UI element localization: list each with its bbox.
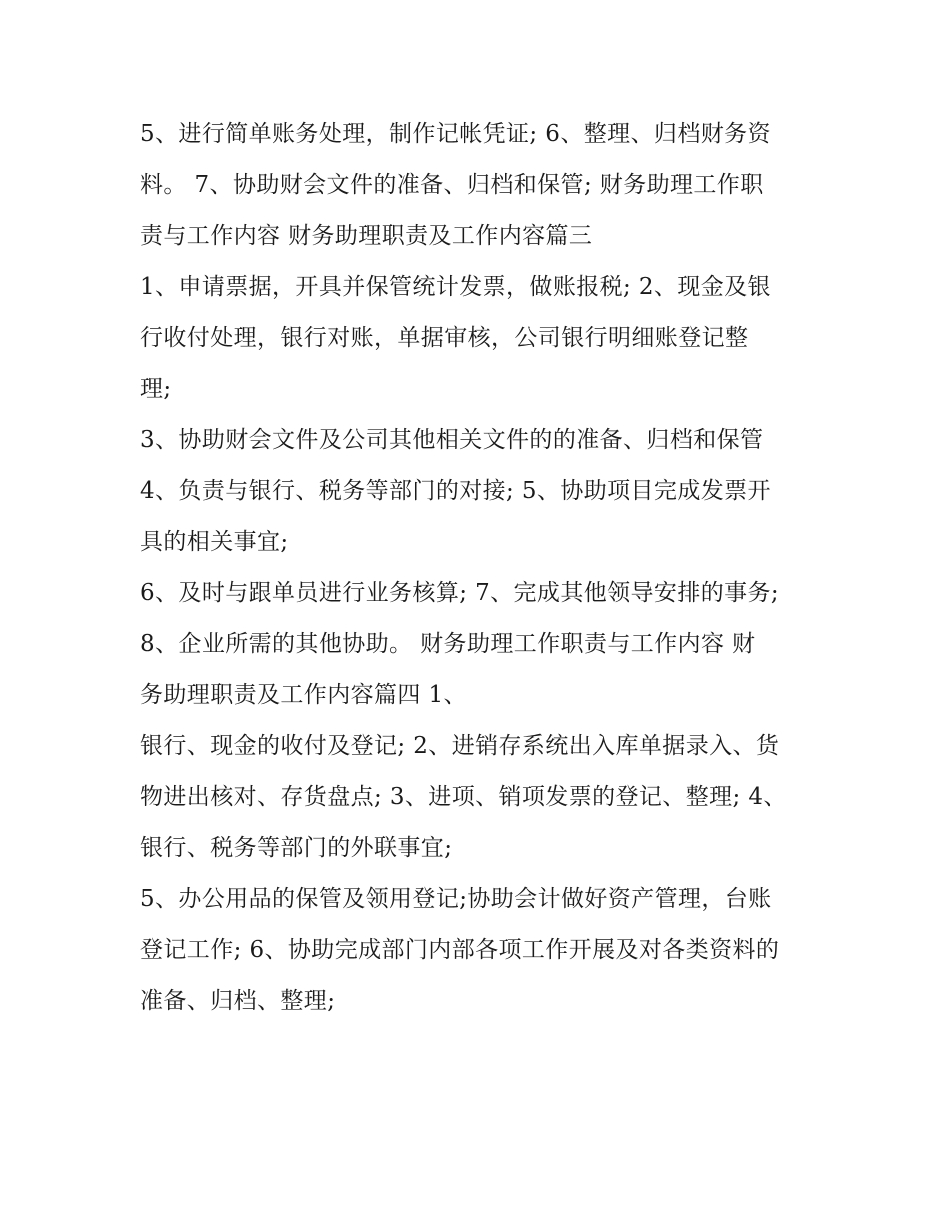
text-line: 物进出核对、存货盘点; 3、进项、销项发票的登记、整理; 4、 <box>140 784 787 810</box>
text-line: 务助理职责及工作内容篇四 1、 <box>140 682 467 708</box>
text-line: 行收付处理，银行对账，单据审核，公司银行明细账登记整 <box>140 325 749 351</box>
text-line: 6、及时与跟单员进行业务核算; 7、完成其他领导安排的事务; <box>140 580 780 606</box>
text-line: 银行、现金的收付及登记; 2、进销存系统出入库单据录入、货 <box>140 733 780 759</box>
text-line: 5、办公用品的保管及领用登记;协助会计做好资产管理，台账 <box>140 886 772 912</box>
text-line: 5、进行简单账务处理，制作记帐凭证; 6、整理、归档财务资 <box>140 121 771 147</box>
document-body <box>140 109 820 1027</box>
text-line: 3、协助财会文件及公司其他相关文件的的准备、归档和保管 <box>140 427 764 453</box>
text-line: 责与工作内容 财务助理职责及工作内容篇三 <box>140 223 593 249</box>
text-line: 理; <box>140 376 172 402</box>
text-line: 准备、归档、整理; <box>140 988 336 1014</box>
text-line: 4、负责与银行、税务等部门的对接; 5、协助项目完成发票开 <box>140 478 771 504</box>
text-line: 料。 7、协助财会文件的准备、归档和保管; 财务助理工作职 <box>140 172 764 198</box>
text-line: 银行、税务等部门的外联事宜; <box>140 835 453 861</box>
text-line: 具的相关事宜; <box>140 529 289 555</box>
text-line: 8、企业所需的其他协助。 财务助理工作职责与工作内容 财 <box>140 631 756 657</box>
text-line: 登记工作; 6、协助完成部门内部各项工作开展及对各类资料的 <box>140 937 780 963</box>
text-line: 1、申请票据，开具并保管统计发票，做账报税; 2、现金及银 <box>140 274 771 300</box>
